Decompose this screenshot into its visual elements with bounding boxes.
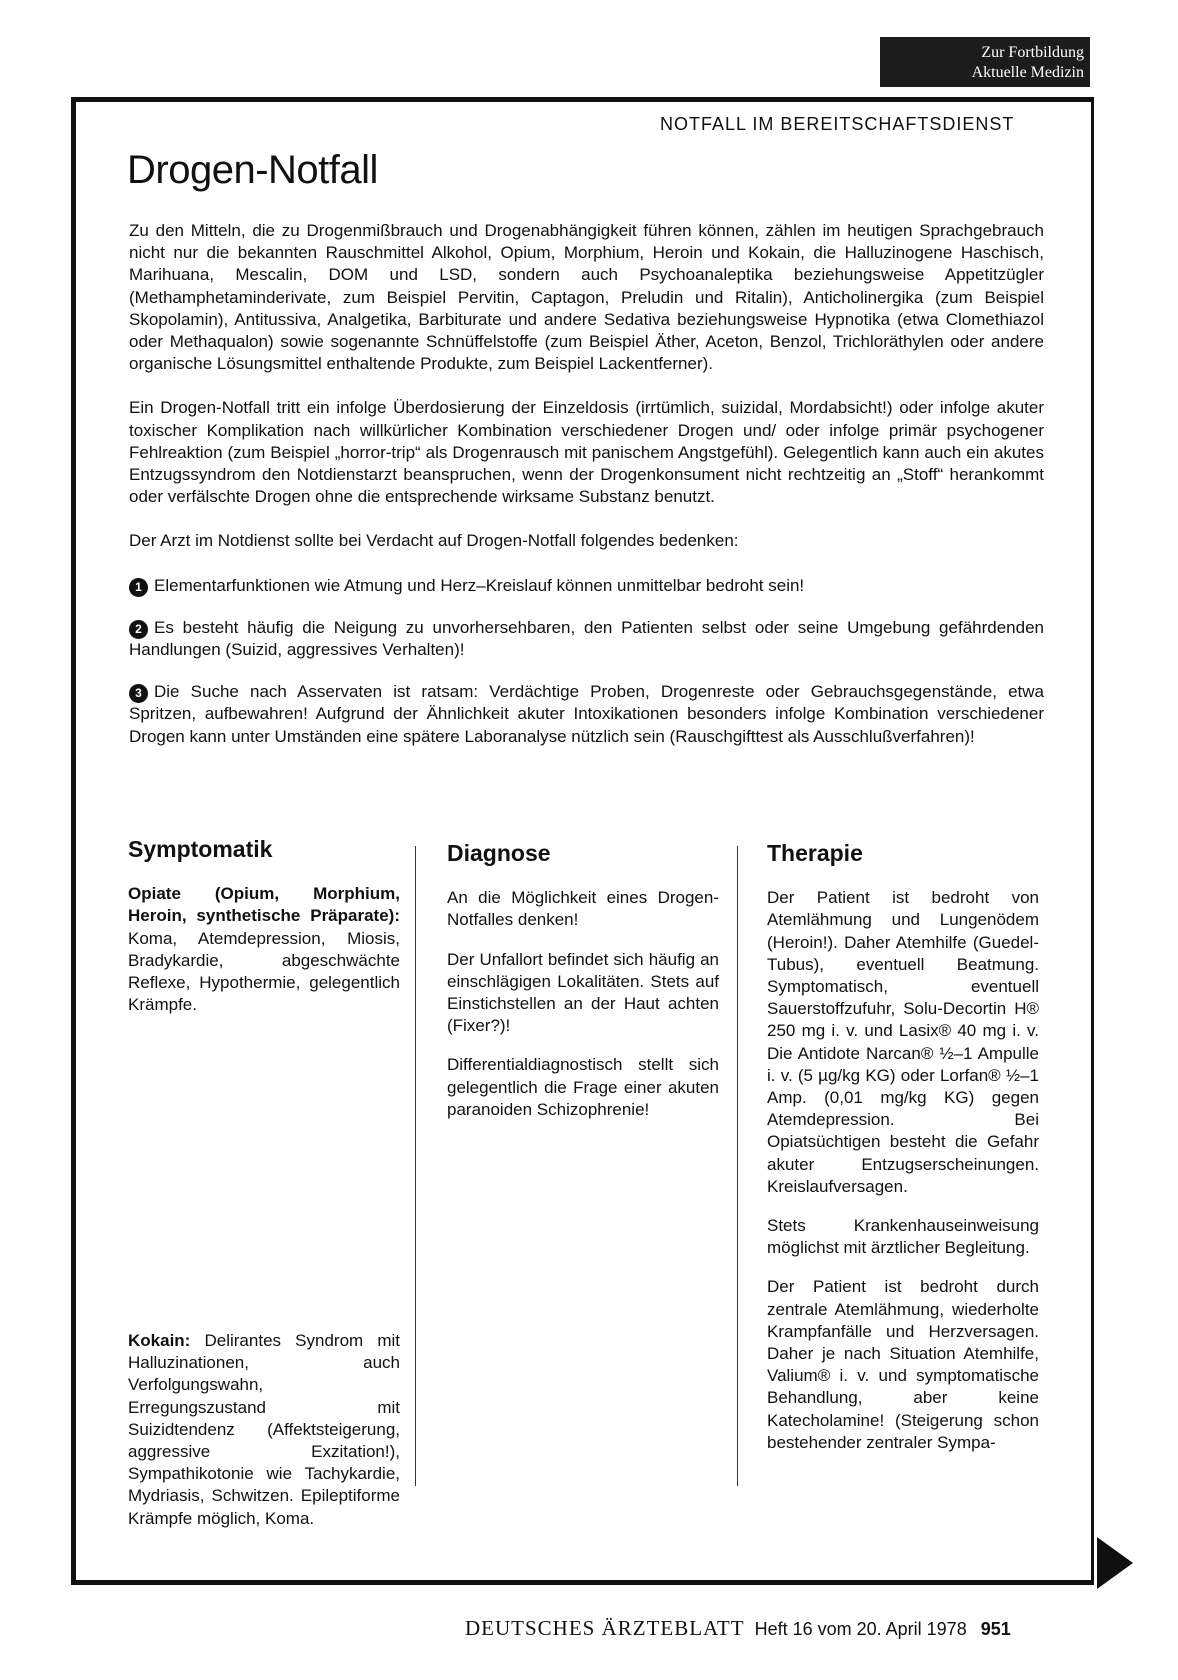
page-footer [465,1616,1011,1641]
numbered-item-3-text: Die Suche nach Asservaten ist ratsam: Verdächtige Proben, Drogenreste oder Gebrauchsgegenstände, etwa Spritzen, aufbewahren! Aufgrund der Ähnlichkeit akuter Intoxikationen besonders infolge Kombination verschiedener Drogen kann unter Umständen eine spätere Laboranalyse nützlich sein (Rauschgifttest als Ausschlußverfahren)! [129,682,1044,746]
kokain-text: Delirantes Syndrom mit Halluzinationen, auch Verfolgungswahn, Erregungszustand mit Suizidtendenz (Affektsteigerung, aggressive Exzitation!), Sympathikotonie wie Tachykardie, Mydriasis, Schwitzen. Epileptiforme Krämpfe möglich, Koma. [128,1331,400,1528]
column-diagnose [447,842,719,1138]
continue-arrow-icon [1097,1537,1133,1589]
intro-paragraph-3: Der Arzt im Notdienst sollte bei Verdacht auf Drogen-Notfall folgendes bedenken: [129,531,739,551]
section-tag [880,37,1090,87]
numbered-item-3 [129,681,1044,748]
therapie-paragraph-1: Der Patient ist bedroht von Atemlähmung und Lungenödem (Heroin!). Daher Atemhilfe (Guedel-Tubus), eventuell Beatmung. Symptomatisch, eventuell Sauerstoffzufuhr, Solu-Decortin H® 250 mg i. v. und Lasix® 40 mg i. v. Die Antidote Narcan® ½–1 Ampulle i. v. (5 µg/kg KG) oder Lorfan® ½–1 Amp. (0,01 mg/kg KG) gegen Atemdepression. Bei Opiatsüchtigen besteht die Gefahr akuter Entzugserscheinungen. Kreislaufversagen. [767,888,1039,1196]
opiate-text: Koma, Atemdepression, Miosis, Bradykardie, abgeschwächte Reflexe, Hypothermie, gelegentlich Krämpfe. [128,928,400,1015]
symptomatik-opiate [128,883,400,1016]
symptomatik-heading: Symptomatik [128,836,273,862]
diagnose-heading: Diagnose [447,840,551,866]
column-divider-1 [415,846,416,1486]
page-number: 951 [980,1619,1011,1639]
rubric-kicker: NOTFALL IM BEREITSCHAFTSDIENST [660,114,1015,134]
number-badge-1-icon: 1 [129,578,148,597]
kokain-lead: Kokain: [128,1331,191,1350]
column-therapie [767,842,1039,1471]
therapie-paragraph-3: Der Patient ist bedroht durch zentrale Atemlähmung, wiederholte Krampfanfälle und Herzversagen. Daher je nach Situation Atemhilfe, Valium® i. v. und symptomatische Behandlung, aber keine Katecholamine! (Steigerung schon bestehender zentraler Sympa- [767,1277,1039,1452]
number-badge-3-icon: 3 [129,684,148,703]
opiate-lead: Opiate (Opium, Morphium, Heroin, synthetische Präparate): [128,884,400,926]
diagnose-paragraph-1: An die Möglichkeit eines Drogen-Notfalles denken! [447,888,719,930]
numbered-item-2-text: Es besteht häufig die Neigung zu unvorhersehbaren, den Patienten selbst oder seine Umgebung gefährdenden Handlungen (Suizid, aggressives Verhalten)! [129,617,1044,660]
diagnose-paragraph-2: Der Unfallort befindet sich häufig an einschlägigen Lokalitäten. Stets auf Einstichstellen an der Haut achten (Fixer?)! [447,949,719,1036]
issue-info: Heft 16 vom 20. April 1978 [754,1619,967,1639]
column-symptomatik [128,836,400,1528]
section-tag-line-2: Aktuelle Medizin [971,64,1084,81]
number-badge-2-icon: 2 [129,620,148,639]
numbered-item-1-text: Elementarfunktionen wie Atmung und Herz–Kreislauf können unmittelbar bedroht sein! [154,575,805,595]
numbered-item-1 [129,575,1044,597]
section-tag-line-1: Zur Fortbildung [981,44,1084,61]
numbered-item-2 [129,617,1044,661]
article-title: Drogen-Notfall [127,148,378,192]
symptomatik-kokain [128,1330,400,1530]
therapie-paragraph-2: Stets Krankenhauseinweisung möglichst mit ärztlicher Begleitung. [767,1216,1039,1258]
intro-paragraph-1: Zu den Mitteln, die zu Drogenmißbrauch und Drogenabhängigkeit führen können, zählen im heutigen Sprachgebrauch nicht nur die bekannten Rauschmittel Alkohol, Opium, Morphium, Heroin und Kokain, die Halluzinogene Haschisch, Marihuana, Mescalin, DOM und LSD, sondern auch Psychoanaleptika beziehungsweise Appetitzügler (Methamphetaminderivate, zum Beispiel Pervitin, Captagon, Preludin und Ritalin), Anticholinergika (zum Beispiel Skopolamin), Antitussiva, Analgetika, Barbiturate und andere Sedativa beziehungsweise Hypnotika (etwa Clomethiazol oder Methaqualon) sowie sogenannte Schnüffelstoffe (zum Beispiel Äther, Aceton, Benzol, Trichloräthylen oder andere organische Lösungsmittel enthaltende Produkte, zum Beispiel Lackentferner). [129,221,1044,374]
intro-paragraph-2: Ein Drogen-Notfall tritt ein infolge Überdosierung der Einzeldosis (irrtümlich, suizidal, Mordabsicht!) oder infolge akuter toxischer Komplikation nach willkürlicher Kombination verschiedener Drogen und/ oder infolge primär psychogener Fehlreaktion (zum Beispiel „horror-trip“ als Drogenrausch mit panischem Angstgefühl). Gelegentlich kann auch ein akutes Entzugssyndrom den Notdienstarzt beanspruchen, wenn der Drogenkonsument nicht rechtzeitig an „Stoff“ herankommt oder verfälschte Drogen ohne die entsprechende wirksame Substanz benutzt. [129,398,1044,507]
journal-name: DEUTSCHES ÄRZTEBLATT [465,1616,745,1640]
diagnose-paragraph-3: Differentialdiagnostisch stellt sich gelegentlich die Frage einer akuten paranoiden Schizophrenie! [447,1055,719,1119]
intro-text [129,220,1044,768]
column-divider-2 [737,846,738,1486]
therapie-heading: Therapie [767,840,863,866]
